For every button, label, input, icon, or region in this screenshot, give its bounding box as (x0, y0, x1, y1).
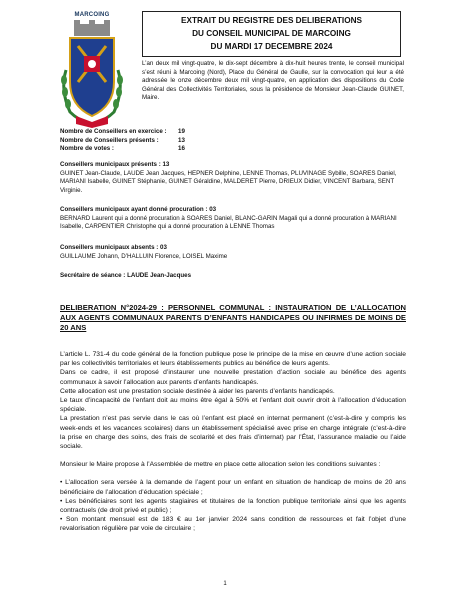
count-label: Nombre de votes : (60, 145, 114, 153)
bullet-item: • Les bénéficiaires sont les agents stagiaires et titulaires de la fonction publique territoriale ainsi que les agents contractuels (de droit privé et public) ; (60, 497, 406, 515)
absent-names: GUILLAUME Johann, D’HALLUIN Florence, LOISEL Maxime (60, 252, 228, 260)
bullet-item: • L’allocation sera versée à la demande de l’agent pour un enfant en situation de handicap de moins de 20 ans bénéficiaire de l’allocation d’éducation spéciale ; (60, 479, 406, 496)
header-line-3: DU MARDI 17 DECEMBRE 2024 (210, 42, 333, 51)
body-paragraph: Le taux d’incapacité de l’enfant doit au moins être égal à 50% et l’enfant doit ouvrir droit à l’allocation d’éducation spéciale. (60, 397, 406, 414)
deliberation-body (60, 350, 406, 534)
intro-paragraph: L’an deux mil vingt-quatre, le dix-sept décembre à dix-huit heures trente, le conseil municipal s’est réuni à Marcoing (Nord), Place du Général de Gaulle, sur la convocation qui leur a été adressée le onze décembre deux mil vingt-quatre, en application des dispositions du Code Général des Collectivités Territoriales, sous la présidence de Monsieur Jean-Claude GUINET, Maire. (142, 60, 404, 102)
count-row (60, 145, 198, 154)
header-line-1: EXTRAIT DU REGISTRE DES DELIBERATIONS (181, 16, 362, 25)
body-paragraph: L’article L. 731-4 du code général de la fonction publique pose le principe de la mise en œuvre d’une action sociale par les collectivités territoriales et leurs établissements publics au bénéfice de leurs agents. (60, 351, 406, 368)
absent-heading: Conseillers municipaux absents : 03 (60, 244, 167, 251)
procuration-heading: Conseillers municipaux ayant donné procuration : 03 (60, 206, 217, 213)
register-header (142, 11, 401, 57)
body-paragraph: Monsieur le Maire propose à l’Assemblée de mettre en place cette allocation selon les conditions suivantes : (60, 461, 381, 469)
bullet-item: • Son montant mensuel est de 183 € au 1er janvier 2024 sans condition de ressources et fait l’objet d’une revalorisation régulière par voie de circulaire ; (60, 516, 406, 533)
deliberation-title: DELIBERATION N°2024-29 : PERSONNEL COMMUNAL : INSTAURATION DE L’ALLOCATION AUX AGENTS COMMUNAUX PARENTS D’ENFANTS HANDICAPES OU INFIRMES DE MOINS DE 20 ANS (60, 303, 406, 332)
absent-section (60, 244, 405, 261)
procuration-names: BERNARD Laurent qui a donné procuration à SOARES Daniel, BLANC-GARIN Magali qui a donné procuration à MARIANI Isabelle, CARPENTIER Christophe qui a donné procuration à LENNE Thomas (60, 214, 397, 231)
spacer (60, 469, 406, 478)
body-paragraph: Cette allocation est une prestation sociale destinée à aider les parents d’enfants handicapés. (60, 387, 335, 395)
present-names: GUINET Jean-Claude, LAUDE Jean Jacques, HEPNER Delphine, LENNE Thomas, PLUVINAGE Sybille, SOARES Daniel, MARIANI Isabelle, GUINET Stéphanie, GUINET Géraldine, MALDERET Pierre, DRIEUX Didier, VINCENT Barbara, SENT Virginie. (60, 169, 397, 194)
header-line-2: DU CONSEIL MUNICIPAL DE MARCOING (192, 29, 351, 38)
count-value: 19 (178, 128, 185, 135)
body-paragraph: Dans ce cadre, il est proposé d’instaurer une nouvelle prestation d’action sociale au bénéfice des agents communaux à savoir l’allocation aux parents d’enfants handicapés. (60, 369, 406, 386)
crest-title: MARCOING (74, 12, 110, 18)
council-counts (60, 128, 198, 154)
count-label: Nombre de Conseillers en exercice : (60, 128, 167, 135)
coat-of-arms-icon (56, 20, 128, 130)
present-section (60, 161, 405, 195)
coat-of-arms (56, 12, 128, 130)
count-label: Nombre de Conseillers présents : (60, 136, 159, 144)
count-value: 13 (178, 136, 185, 144)
page-number: 1 (223, 581, 227, 587)
count-row (60, 137, 198, 146)
present-heading: Conseillers municipaux présents : 13 (60, 161, 170, 168)
spacer (60, 451, 406, 460)
count-row (60, 128, 198, 137)
secretary-line: Secrétaire de séance : LAUDE Jean-Jacques (60, 272, 192, 279)
body-paragraph: La prestation n’est pas servie dans le cas où l’enfant est placé en internat permanent (c’est-à-dire y compris les week-ends et les vacances scolaires) dans un établissement spécialisé avec prise en charge intégrale (c’est-à-dire la prise en charge des soins, des frais de scolarité et des frais d’internat) par l’État, l’assurance maladie ou l’aide sociale. (60, 415, 406, 451)
count-value: 16 (178, 145, 185, 153)
procuration-section (60, 206, 405, 232)
